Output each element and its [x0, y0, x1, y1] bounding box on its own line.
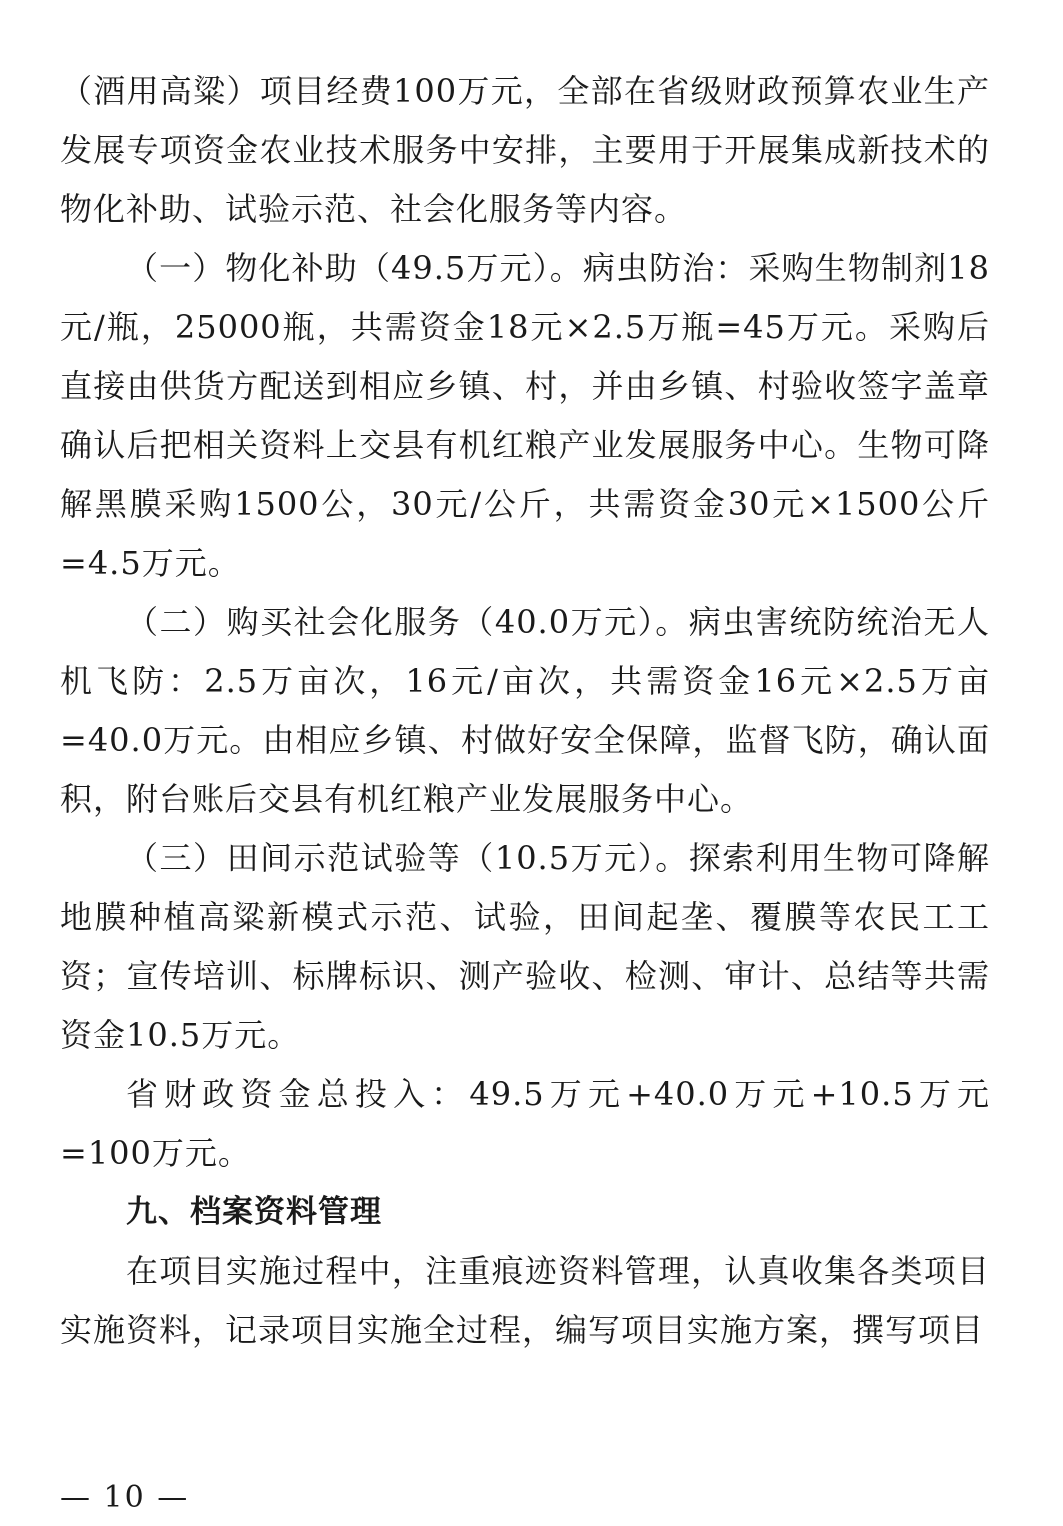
document-body [60, 62, 990, 1360]
section-heading-archive: 九、档案资料管理 [126, 1194, 382, 1230]
page-number: — 10 — [60, 1480, 190, 1515]
paragraph-budget-intro: （酒用高粱）项目经费100万元，全部在省级财政预算农业生产发展专项资金农业技术服务中安排，主要用于开展集成新技术的物化补助、试验示范、社会化服务等内容。 [60, 72, 990, 228]
paragraph-archive-management: 在项目实施过程中，注重痕迹资料管理，认真收集各类项目实施资料，记录项目实施全过程，编写项目实施方案，撰写项目 [60, 1252, 990, 1349]
paragraph-material-subsidy: （一）物化补助（49.5万元）。病虫防治：采购生物制剂18元/瓶，25000瓶，共需资金18元×2.5万瓶=45万元。采购后直接由供货方配送到相应乡镇、村，并由乡镇、村验收签字盖章确认后把相关资料上交县有机红粮产业发展服务中心。生物可降解黑膜采购1500公，30元/公斤，共需资金30元×1500公斤=4.5万元。 [60, 249, 990, 582]
paragraph-total-investment: 省财政资金总投入：49.5万元+40.0万元+10.5万元=100万元。 [60, 1075, 990, 1172]
paragraph-social-service: （二）购买社会化服务（40.0万元）。病虫害统防统治无人机飞防：2.5万亩次，16元/亩次，共需资金16元×2.5万亩=40.0万元。由相应乡镇、村做好安全保障，监督飞防，确认面积，附台账后交县有机红粮产业发展服务中心。 [60, 603, 990, 818]
paragraph-field-demo: （三）田间示范试验等（10.5万元）。探索利用生物可降解地膜种植高粱新模式示范、试验，田间起垄、覆膜等农民工工资；宣传培训、标牌标识、测产验收、检测、审计、总结等共需资金10.5万元。 [60, 839, 990, 1054]
